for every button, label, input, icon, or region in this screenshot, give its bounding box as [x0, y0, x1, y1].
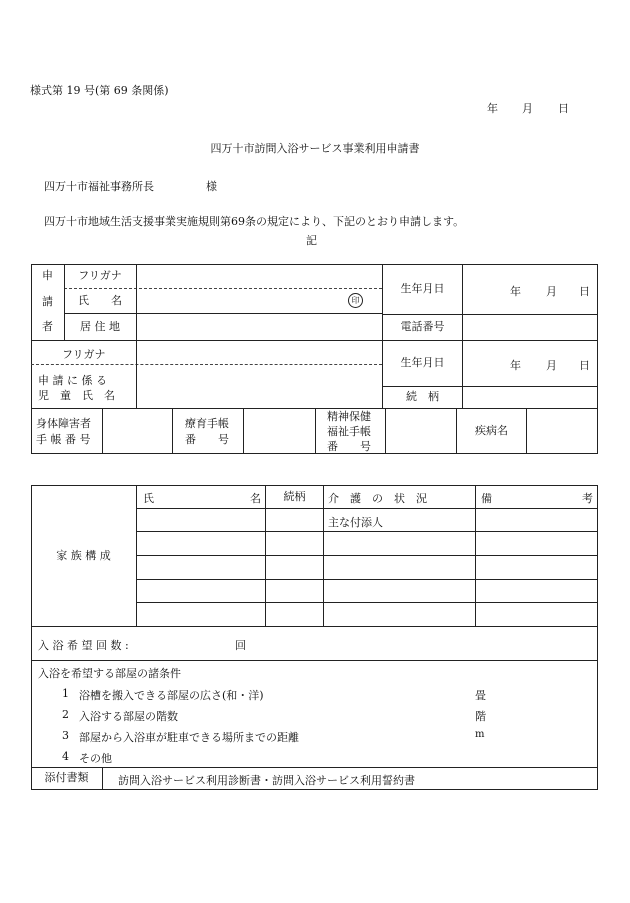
child-name-label-1: 申 請 に 係 る [38, 374, 107, 387]
addressee: 四万十市福祉事務所長 [44, 180, 154, 193]
family-row-4-note[interactable] [476, 580, 597, 602]
mental-cert-label-3: 番 号 [327, 440, 371, 453]
date-year: 年 [487, 102, 498, 115]
family-row-5-relation[interactable] [266, 603, 323, 626]
applicant-address-value[interactable] [137, 314, 382, 340]
mental-cert-label-2: 福祉手帳 [327, 425, 371, 438]
room-conditions-title: 入浴を希望する部屋の諸条件 [38, 667, 181, 680]
applicant-name-value[interactable] [137, 289, 382, 313]
attachments-value: 訪問入浴サービス利用診断書・訪問入浴サービス利用誓約書 [118, 774, 415, 787]
room-item-1-text: 浴槽を搬入できる部屋の広さ(和・洋) [79, 689, 264, 702]
care-cert-label-1: 療育手帳 [185, 417, 229, 430]
applicant-furigana-label: フリガナ [78, 269, 122, 283]
child-name-value[interactable] [137, 365, 382, 408]
room-item-4-num: 4 [62, 750, 69, 763]
family-col-name-2: 名 [250, 492, 261, 505]
attachments-label: 添付書類 [44, 771, 89, 785]
applicant-birth-month: 月 [546, 285, 557, 298]
intro-text: 四万十市地域生活支援事業実施規則第69条の規定により、下記のとおり申請します。 [44, 215, 465, 228]
applicant-furigana-value[interactable] [137, 265, 382, 288]
main-caregiver-label: 主な付添人 [328, 516, 383, 529]
family-row-5-note[interactable] [476, 603, 597, 626]
addressee-honorific: 様 [206, 180, 217, 193]
child-birth-month: 月 [546, 359, 557, 372]
child-furigana-label: フリガナ [62, 348, 106, 361]
applicant-address-label: 居 住 地 [80, 319, 120, 333]
disease-value[interactable] [527, 409, 597, 453]
family-row-4-care[interactable] [324, 580, 475, 602]
child-furigana-value[interactable] [137, 341, 382, 364]
date-month: 月 [522, 102, 533, 115]
family-col-note-2: 考 [582, 492, 593, 505]
room-item-2-num: 2 [62, 708, 69, 721]
family-row-1-note[interactable] [476, 509, 597, 531]
child-birth-day: 日 [579, 359, 590, 372]
family-col-note-1: 備 [481, 492, 492, 505]
page-title: 四万十市訪問入浴サービス事業利用申請書 [210, 142, 420, 155]
family-row-5-care[interactable] [324, 603, 475, 626]
applicant-side-1: 申 [42, 268, 53, 282]
family-row-1-name[interactable] [137, 509, 265, 531]
physical-cert-label-1: 身体障害者 [36, 417, 91, 430]
applicant-name-label: 氏 名 [78, 293, 122, 307]
family-col-name-1: 氏 [143, 492, 154, 505]
family-row-3-relation[interactable] [266, 556, 323, 579]
physical-cert-value[interactable] [103, 409, 172, 453]
room-item-1-unit: 畳 [475, 689, 486, 702]
room-item-1-num: 1 [62, 687, 69, 700]
family-row-3-care[interactable] [324, 556, 475, 579]
bath-frequency-unit: 回 [235, 639, 246, 652]
room-item-3-num: 3 [62, 729, 69, 742]
family-row-2-note[interactable] [476, 532, 597, 555]
room-item-2-text: 入浴する部屋の階数 [79, 710, 178, 723]
applicant-phone-value[interactable] [463, 315, 597, 340]
mental-cert-label-1: 精神保健 [327, 410, 371, 423]
bath-frequency-value[interactable] [150, 632, 230, 654]
family-row-4-name[interactable] [137, 580, 265, 602]
child-name-label-2: 児 童 氏 名 [38, 389, 115, 402]
room-item-4-text: その他 [79, 752, 112, 765]
mental-cert-value[interactable] [386, 409, 456, 453]
applicant-side-2: 請 [42, 294, 53, 308]
family-row-2-relation[interactable] [266, 532, 323, 555]
family-row-2-name[interactable] [137, 532, 265, 555]
care-cert-value[interactable] [244, 409, 315, 453]
physical-cert-label-2: 手 帳 番 号 [36, 433, 91, 446]
child-birth-year: 年 [510, 359, 521, 372]
child-relation-value[interactable] [463, 387, 597, 408]
family-row-2-care[interactable] [324, 532, 475, 555]
applicant-birth-label: 生年月日 [400, 282, 445, 296]
applicant-side-3: 者 [42, 319, 53, 333]
family-col-relation: 続柄 [283, 489, 306, 503]
family-row-3-note[interactable] [476, 556, 597, 579]
bath-frequency-label: 入 浴 希 望 回 数 : [38, 639, 129, 652]
room-item-2-unit: 階 [475, 710, 486, 723]
child-relation-label: 続 柄 [406, 390, 439, 404]
applicant-birth-year: 年 [510, 285, 521, 298]
date-day: 日 [558, 102, 569, 115]
child-birth-label: 生年月日 [400, 356, 445, 370]
ki-mark: 記 [306, 234, 317, 247]
room-item-3-unit: m [475, 729, 485, 740]
family-row-1-relation[interactable] [266, 509, 323, 531]
family-side-label: 家 族 構 成 [56, 548, 111, 562]
care-cert-label-2: 番 号 [185, 433, 229, 446]
seal-mark: 印 [348, 293, 363, 308]
applicant-birth-day: 日 [579, 285, 590, 298]
family-row-4-relation[interactable] [266, 580, 323, 602]
applicant-phone-label: 電話番号 [400, 320, 445, 334]
family-col-care: 介 護 の 状 況 [328, 492, 427, 505]
family-row-3-name[interactable] [137, 556, 265, 579]
disease-label: 疾病名 [475, 423, 508, 437]
family-row-5-name[interactable] [137, 603, 265, 626]
form-number: 様式第 19 号(第 69 条関係) [30, 84, 169, 97]
room-item-3-text: 部屋から入浴車が駐車できる場所までの距離 [79, 731, 299, 744]
